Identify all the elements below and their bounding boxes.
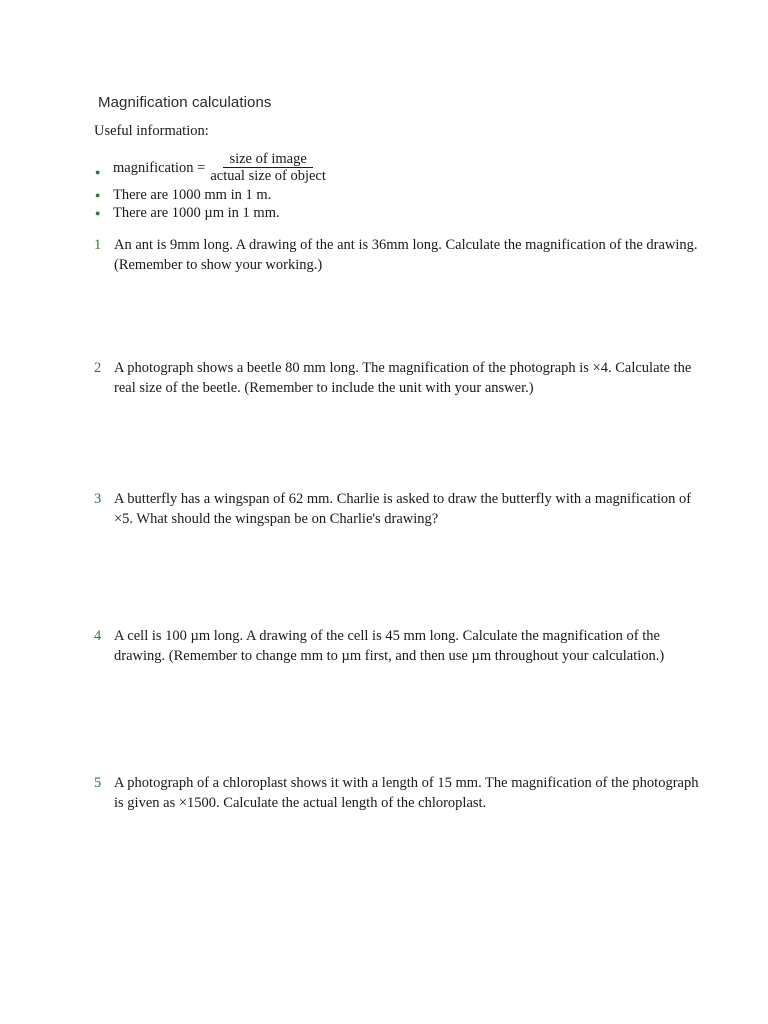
bullet-dot-icon: ● xyxy=(95,208,101,218)
question-text: A photograph of a chloroplast shows it with a length of 15 mm. The magnification of the photograph is given as ×1500. Calculate the actual length of the chloroplast. xyxy=(114,775,699,811)
question-2 xyxy=(94,358,704,398)
question-number: 2 xyxy=(94,360,102,376)
bullet-dot-icon: ● xyxy=(95,167,101,177)
bullet-dot-icon: ● xyxy=(95,190,101,200)
bullet-text: There are 1000 mm in 1 m. xyxy=(113,187,272,203)
useful-info-list xyxy=(94,150,494,222)
useful-info-heading: Useful information: xyxy=(94,123,209,139)
question-number: 1 xyxy=(94,237,102,253)
formula-fraction xyxy=(208,151,328,185)
bullet-text: There are 1000 µm in 1 mm. xyxy=(113,205,280,221)
list-item xyxy=(94,204,494,222)
question-4 xyxy=(94,626,704,666)
question-number: 5 xyxy=(94,775,102,791)
page-title: Magnification calculations xyxy=(98,94,272,111)
question-3 xyxy=(94,489,704,529)
question-text: A cell is 100 µm long. A drawing of the cell is 45 mm long. Calculate the magnification of the drawing. (Remember to change mm to µm first, and then use µm throughout your calculation.) xyxy=(114,628,665,664)
formula-bullet xyxy=(94,150,494,186)
question-text: A photograph shows a beetle 80 mm long. The magnification of the photograph is ×4. Calculate the real size of the beetle. (Remember to include the unit with your answer.) xyxy=(114,360,692,396)
list-item xyxy=(94,186,494,204)
question-5 xyxy=(94,773,704,813)
question-1 xyxy=(94,235,704,275)
question-number: 4 xyxy=(94,628,102,644)
question-number: 3 xyxy=(94,491,102,507)
formula-numerator: size of image xyxy=(223,151,312,168)
question-text: A butterfly has a wingspan of 62 mm. Charlie is asked to draw the butterfly with a magnification of ×5. What should the wingspan be on Charlie's drawing? xyxy=(114,491,692,527)
formula-lhs: magnification = xyxy=(113,160,206,176)
formula-denominator: actual size of object xyxy=(210,168,326,184)
question-text: An ant is 9mm long. A drawing of the ant is 36mm long. Calculate the magnification of the drawing. (Remember to show your working.) xyxy=(114,237,698,273)
